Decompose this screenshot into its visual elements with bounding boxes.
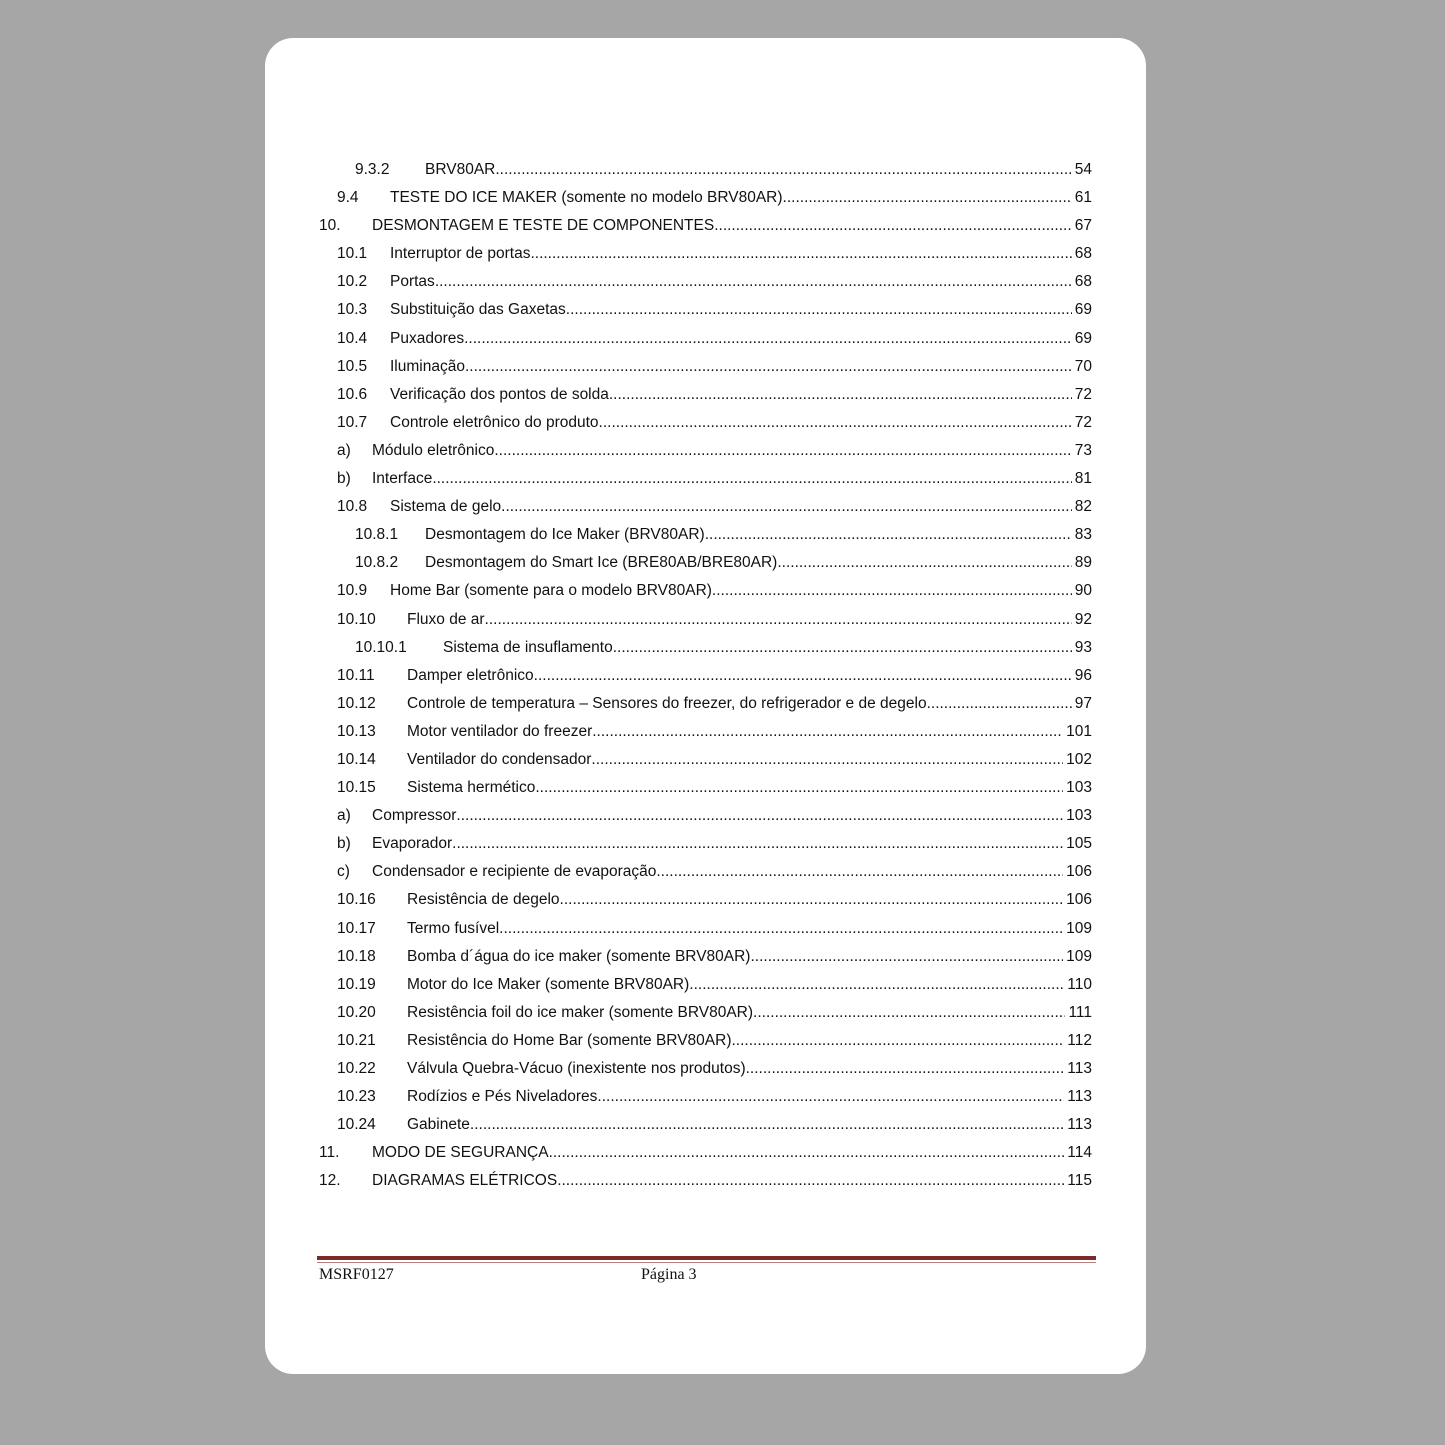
toc-dot-leader: [753, 999, 1065, 1027]
toc-entry[interactable]: [265, 184, 1146, 212]
toc-entry-leader: [390, 409, 1092, 437]
toc-entry-page: 89: [1074, 554, 1092, 572]
toc-entry-number: 10.: [319, 217, 341, 235]
toc-entry-title: Sistema de gelo: [390, 493, 501, 521]
toc-entry-title: Compressor: [372, 802, 456, 830]
toc-entry-page: 111: [1068, 1003, 1092, 1021]
toc-dot-leader: [705, 521, 1072, 549]
toc-entry-title: Controle eletrônico do produto: [390, 409, 599, 437]
toc-entry[interactable]: [265, 1111, 1146, 1139]
toc-entry-number: 10.8: [337, 498, 368, 516]
toc-entry-leader: [390, 268, 1092, 296]
toc-entry-title: Sistema hermético: [407, 774, 535, 802]
table-of-contents: [265, 156, 1146, 1195]
toc-entry-number: 10.22: [337, 1060, 376, 1077]
toc-entry[interactable]: [265, 381, 1146, 409]
toc-entry-page: 72: [1074, 385, 1092, 403]
toc-entry-number: 10.10.1: [355, 638, 407, 656]
toc-entry-leader: [372, 858, 1092, 886]
toc-entry[interactable]: [265, 437, 1146, 465]
toc-entry-page: 112: [1067, 1031, 1092, 1049]
footer-rule-thin: [317, 1262, 1096, 1263]
toc-dot-leader: [499, 915, 1063, 943]
toc-dot-leader: [432, 465, 1071, 493]
toc-entry-title: Puxadores: [390, 325, 464, 353]
toc-entry-page: 114: [1067, 1144, 1092, 1162]
toc-dot-leader: [501, 493, 1072, 521]
toc-entry-leader: [407, 999, 1092, 1027]
toc-entry-title: Resistência de degelo: [407, 886, 560, 914]
toc-entry[interactable]: [265, 240, 1146, 268]
toc-entry-leader: [390, 493, 1092, 521]
toc-entry-page: 110: [1067, 975, 1092, 993]
toc-entry-number: 10.2: [337, 273, 368, 291]
toc-entry-page: 109: [1066, 947, 1092, 965]
toc-entry-number: 10.10: [337, 610, 376, 628]
toc-entry-title: Motor do Ice Maker (somente BRV80AR): [407, 971, 689, 999]
toc-dot-leader: [465, 353, 1072, 381]
toc-entry[interactable]: [265, 549, 1146, 577]
toc-entry[interactable]: [265, 156, 1146, 184]
toc-entry-title: Sistema de insuflamento: [443, 634, 613, 662]
toc-dot-leader: [435, 268, 1072, 296]
toc-entry-leader: [425, 156, 1092, 184]
toc-dot-leader: [746, 1055, 1065, 1083]
toc-entry-title: BRV80AR: [425, 156, 495, 184]
toc-entry-number: 10.8.1: [355, 526, 399, 544]
toc-entry-leader: [407, 690, 1092, 718]
toc-entry-leader: [390, 381, 1092, 409]
toc-entry-title: Evaporador: [372, 830, 452, 858]
toc-dot-leader: [597, 1083, 1064, 1111]
toc-entry-title: Controle de temperatura – Sensores do freezer, do refrigerador e de degelo: [407, 690, 927, 718]
toc-entry-page: 113: [1067, 1060, 1092, 1077]
toc-entry-page: 113: [1067, 1088, 1092, 1106]
toc-entry-number: 10.7: [337, 413, 368, 431]
toc-entry[interactable]: [265, 802, 1146, 830]
toc-entry-leader: [407, 662, 1092, 690]
toc-entry-page: 81: [1074, 470, 1092, 488]
toc-entry-leader: [407, 971, 1092, 999]
toc-entry-page: 115: [1067, 1172, 1092, 1190]
toc-entry-page: 102: [1066, 750, 1092, 768]
toc-entry-page: 67: [1074, 217, 1092, 235]
toc-entry-title: DIAGRAMAS ELÉTRICOS: [372, 1167, 557, 1195]
toc-dot-leader: [783, 184, 1072, 212]
toc-dot-leader: [534, 662, 1072, 690]
toc-entry-title: Gabinete: [407, 1111, 470, 1139]
toc-dot-leader: [777, 549, 1071, 577]
toc-entry-title: Resistência do Home Bar (somente BRV80AR): [407, 1027, 732, 1055]
toc-entry-leader: [372, 802, 1092, 830]
toc-entry[interactable]: [265, 353, 1146, 381]
toc-entry-number: a): [337, 807, 351, 825]
toc-entry[interactable]: [265, 325, 1146, 353]
toc-entry-number: 10.3: [337, 301, 368, 319]
toc-entry[interactable]: [265, 662, 1146, 690]
toc-dot-leader: [485, 606, 1072, 634]
toc-entry-page: 83: [1074, 526, 1092, 544]
toc-entry-leader: [390, 577, 1092, 605]
toc-entry[interactable]: [265, 858, 1146, 886]
toc-entry-title: Bomba d´água do ice maker (somente BRV80AR): [407, 943, 750, 971]
toc-entry[interactable]: [265, 634, 1146, 662]
toc-entry-page: 82: [1074, 498, 1092, 516]
toc-entry[interactable]: [265, 690, 1146, 718]
toc-dot-leader: [452, 830, 1063, 858]
toc-dot-leader: [732, 1027, 1065, 1055]
toc-dot-leader: [927, 690, 1072, 718]
toc-entry-number: 10.12: [337, 694, 376, 712]
toc-entry[interactable]: [265, 746, 1146, 774]
toc-entry-page: 73: [1074, 441, 1092, 459]
footer-page-label: Página 3: [641, 1266, 697, 1283]
toc-entry-number: 10.8.2: [355, 554, 399, 572]
toc-entry-leader: [443, 634, 1092, 662]
toc-entry-title: Desmontagem do Ice Maker (BRV80AR): [425, 521, 705, 549]
toc-entry-leader: [372, 1139, 1092, 1167]
toc-entry-leader: [407, 1111, 1092, 1139]
toc-entry-page: 68: [1074, 273, 1092, 291]
toc-entry-leader: [425, 549, 1092, 577]
toc-entry[interactable]: [265, 1027, 1146, 1055]
toc-entry-number: 10.16: [337, 891, 376, 909]
toc-entry-title: Condensador e recipiente de evaporação: [372, 858, 656, 886]
toc-entry-leader: [372, 465, 1092, 493]
toc-entry[interactable]: [265, 830, 1146, 858]
toc-dot-leader: [456, 802, 1063, 830]
toc-entry-leader: [390, 296, 1092, 324]
toc-entry-number: 10.13: [337, 722, 376, 740]
toc-entry-leader: [407, 1083, 1092, 1111]
toc-entry-number: 10.19: [337, 975, 376, 993]
toc-entry-number: 10.23: [337, 1088, 376, 1106]
toc-entry-title: Portas: [390, 268, 435, 296]
toc-entry-leader: [407, 943, 1092, 971]
toc-entry-leader: [372, 212, 1092, 240]
toc-entry-leader: [425, 521, 1092, 549]
toc-entry-title: Módulo eletrônico: [372, 437, 494, 465]
toc-entry-title: Substituição das Gaxetas: [390, 296, 566, 324]
toc-dot-leader: [591, 746, 1063, 774]
toc-entry-title: Termo fusível: [407, 915, 499, 943]
toc-dot-leader: [609, 381, 1072, 409]
toc-entry-page: 106: [1066, 863, 1092, 881]
toc-entry-title: Válvula Quebra-Vácuo (inexistente nos produtos): [407, 1055, 746, 1083]
toc-entry-leader: [390, 325, 1092, 353]
footer-doc-code: MSRF0127: [319, 1266, 394, 1283]
toc-dot-leader: [712, 577, 1072, 605]
toc-entry-title: DESMONTAGEM E TESTE DE COMPONENTES: [372, 212, 714, 240]
toc-dot-leader: [714, 212, 1072, 240]
toc-entry-leader: [407, 1027, 1092, 1055]
toc-dot-leader: [495, 156, 1071, 184]
toc-entry-leader: [407, 886, 1092, 914]
toc-entry-page: 92: [1074, 610, 1092, 628]
toc-entry-number: 10.15: [337, 779, 376, 797]
toc-entry-leader: [390, 184, 1092, 212]
toc-entry-page: 106: [1066, 891, 1092, 909]
toc-entry-leader: [390, 353, 1092, 381]
toc-entry-number: 10.11: [337, 666, 375, 684]
toc-entry-title: Rodízios e Pés Niveladores: [407, 1083, 597, 1111]
toc-dot-leader: [613, 634, 1072, 662]
toc-entry[interactable]: [265, 1055, 1146, 1083]
toc-dot-leader: [464, 325, 1072, 353]
toc-entry-title: Verificação dos pontos de solda: [390, 381, 609, 409]
toc-entry-number: 10.14: [337, 750, 376, 768]
toc-entry-number: 10.5: [337, 357, 368, 375]
toc-entry[interactable]: [265, 971, 1146, 999]
toc-entry-number: 10.9: [337, 582, 368, 600]
toc-dot-leader: [535, 774, 1063, 802]
document-page: [265, 38, 1146, 1374]
toc-entry-number: b): [337, 835, 351, 853]
toc-entry-title: Home Bar (somente para o modelo BRV80AR): [390, 577, 712, 605]
toc-entry-title: Ventilador do condensador: [407, 746, 591, 774]
toc-entry-page: 90: [1074, 582, 1092, 600]
toc-entry-number: 12.: [319, 1172, 341, 1190]
toc-dot-leader: [557, 1167, 1064, 1195]
toc-entry-page: 72: [1074, 413, 1092, 431]
toc-entry-leader: [407, 746, 1092, 774]
toc-dot-leader: [656, 858, 1063, 886]
toc-dot-leader: [470, 1111, 1064, 1139]
toc-dot-leader: [599, 409, 1072, 437]
toc-entry-page: 97: [1074, 694, 1092, 712]
toc-entry-number: 10.21: [337, 1031, 376, 1049]
toc-dot-leader: [530, 240, 1071, 268]
toc-entry-page: 69: [1074, 329, 1092, 347]
toc-entry-page: 61: [1074, 189, 1092, 207]
toc-entry[interactable]: [265, 493, 1146, 521]
toc-entry-number: 10.24: [337, 1116, 376, 1134]
toc-entry-title: Interruptor de portas: [390, 240, 530, 268]
toc-entry-title: Desmontagem do Smart Ice (BRE80AB/BRE80AR): [425, 549, 777, 577]
toc-entry-title: MODO DE SEGURANÇA: [372, 1139, 549, 1167]
toc-entry[interactable]: [265, 409, 1146, 437]
toc-entry-leader: [390, 240, 1092, 268]
toc-entry-number: 9.4: [337, 189, 359, 207]
toc-entry[interactable]: [265, 915, 1146, 943]
toc-entry-page: 103: [1066, 807, 1092, 825]
toc-entry-page: 113: [1067, 1116, 1092, 1134]
toc-entry-title: Interface: [372, 465, 432, 493]
toc-entry-page: 96: [1074, 666, 1092, 684]
toc-entry-page: 70: [1074, 357, 1092, 375]
toc-entry-number: b): [337, 470, 351, 488]
toc-entry-leader: [407, 718, 1092, 746]
toc-entry[interactable]: [265, 212, 1146, 240]
toc-entry-title: TESTE DO ICE MAKER (somente no modelo BRV80AR): [390, 184, 783, 212]
toc-entry-number: 11.: [319, 1144, 340, 1162]
toc-entry-title: Damper eletrônico: [407, 662, 534, 690]
toc-entry-leader: [407, 1055, 1092, 1083]
toc-dot-leader: [750, 943, 1063, 971]
toc-entry-page: 68: [1074, 245, 1092, 263]
toc-entry-page: 109: [1066, 919, 1092, 937]
toc-entry-title: Fluxo de ar: [407, 606, 485, 634]
toc-entry-number: 10.6: [337, 385, 368, 403]
toc-entry-number: 10.1: [337, 245, 368, 263]
toc-entry-number: 10.17: [337, 919, 376, 937]
toc-entry-number: 9.3.2: [355, 161, 390, 178]
toc-entry-page: 103: [1066, 779, 1092, 797]
toc-entry-title: Motor ventilador do freezer: [407, 718, 592, 746]
toc-entry-leader: [407, 774, 1092, 802]
toc-entry[interactable]: [265, 774, 1146, 802]
toc-entry-number: a): [337, 441, 351, 459]
toc-entry[interactable]: [265, 606, 1146, 634]
toc-entry-number: 10.18: [337, 947, 376, 965]
toc-entry[interactable]: [265, 296, 1146, 324]
toc-entry-page: 105: [1066, 835, 1092, 853]
toc-dot-leader: [566, 296, 1072, 324]
toc-entry-leader: [372, 437, 1092, 465]
toc-entry-leader: [372, 1167, 1092, 1195]
toc-entry-number: 10.20: [337, 1003, 376, 1021]
toc-dot-leader: [592, 718, 1063, 746]
toc-entry-number: 10.4: [337, 329, 368, 347]
toc-entry-title: Resistência foil do ice maker (somente BRV80AR): [407, 999, 753, 1027]
toc-entry-page: 93: [1074, 638, 1092, 656]
toc-entry[interactable]: [265, 577, 1146, 605]
toc-entry-leader: [372, 830, 1092, 858]
toc-entry-page: 54: [1074, 161, 1092, 178]
toc-entry[interactable]: [265, 999, 1146, 1027]
toc-entry[interactable]: [265, 886, 1146, 914]
toc-dot-leader: [549, 1139, 1065, 1167]
toc-entry-title: Iluminação: [390, 353, 465, 381]
toc-entry[interactable]: [265, 1139, 1146, 1167]
toc-entry[interactable]: [265, 718, 1146, 746]
toc-entry-leader: [407, 915, 1092, 943]
toc-entry-leader: [407, 606, 1092, 634]
toc-dot-leader: [689, 971, 1064, 999]
toc-entry-number: c): [337, 863, 350, 881]
toc-entry[interactable]: [265, 521, 1146, 549]
toc-entry[interactable]: [265, 465, 1146, 493]
toc-dot-leader: [560, 886, 1064, 914]
toc-entry-page: 69: [1074, 301, 1092, 319]
toc-entry-page: 101: [1066, 722, 1092, 740]
footer-rule: [317, 1256, 1096, 1260]
toc-entry[interactable]: [265, 1083, 1146, 1111]
toc-dot-leader: [494, 437, 1071, 465]
toc-entry[interactable]: [265, 943, 1146, 971]
toc-entry[interactable]: [265, 1167, 1146, 1195]
toc-entry[interactable]: [265, 268, 1146, 296]
